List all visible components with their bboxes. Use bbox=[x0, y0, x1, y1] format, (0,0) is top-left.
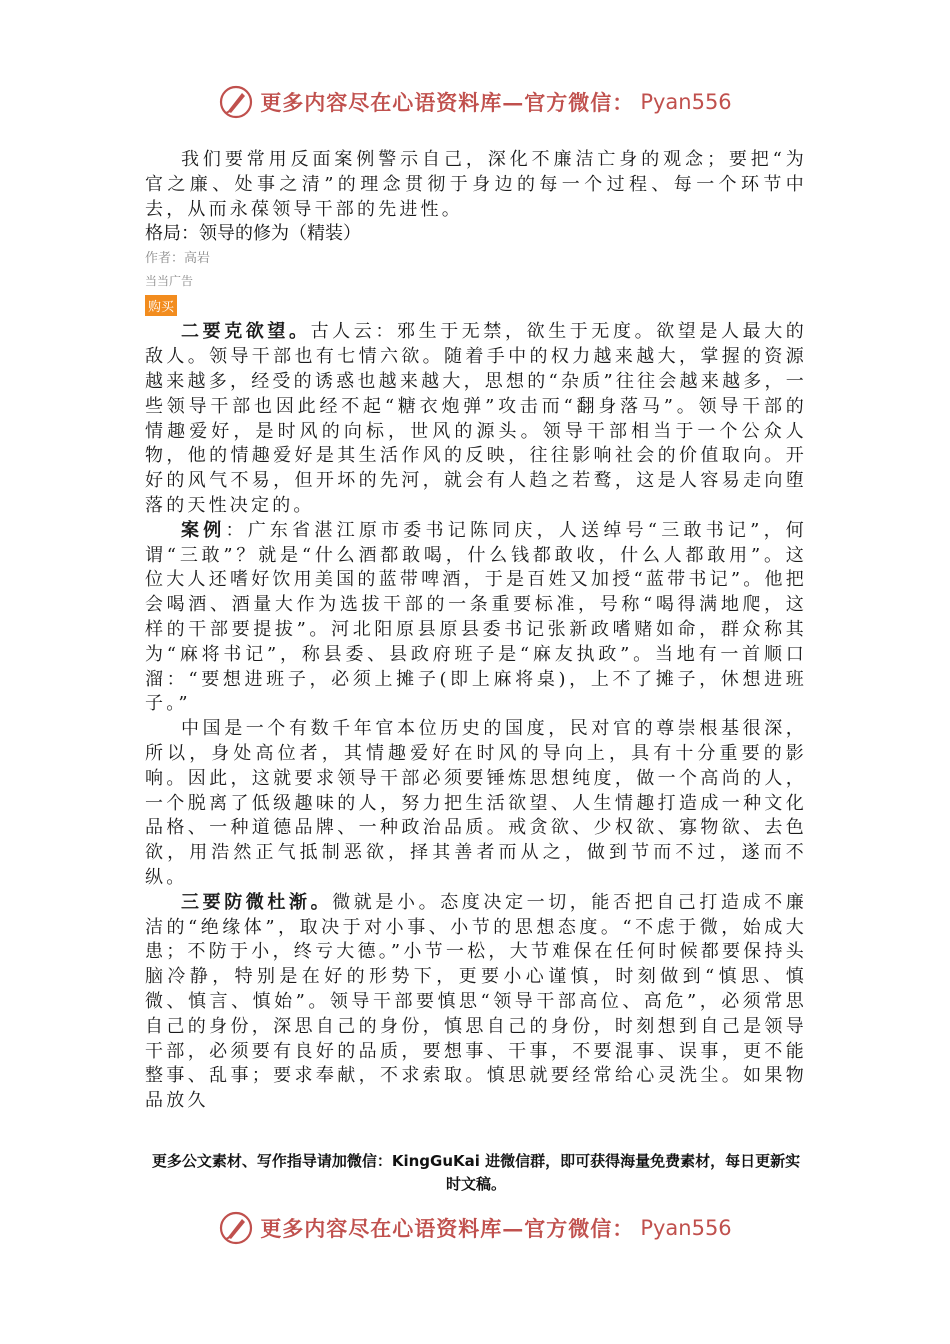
ad-label: 当当广告 bbox=[145, 274, 194, 289]
watermark-wechat-id: Pyan556 bbox=[640, 90, 732, 114]
footer-note: 更多公文素材、写作指导请加微信：KingGuKai 进微信群，即可获得海量免费素材，每日更新实时文稿。 bbox=[151, 1152, 801, 1193]
book-title[interactable]: 格局：领导的修为（精装） bbox=[145, 223, 361, 245]
section-three-heading: 三要防微杜渐。 bbox=[181, 891, 333, 913]
china-paragraph: 中国是一个有数千年官本位历史的国度，民对官的尊崇根基很深，所以，身处高位者，其情趣爱好在时风的导向上，具有十分重要的影响。因此，这就要求领导干部必须要锤炼思想纯度，做一个高尚的人，一个脱离了低级趣味的人，努力把生活欲望、人生情趣打造成一种文化品格、一种道德品牌、一种政治品质。戒贪欲、少权欲、寡物欲、去色欲，用浩然正气抵制恶欲，择其善者而从之，做到节而不过，遂而不纵。 bbox=[145, 718, 807, 888]
header-watermark bbox=[0, 84, 950, 120]
quill-logo-icon bbox=[218, 1210, 254, 1246]
watermark-text: 更多内容尽在心语资料库—官方微信： bbox=[260, 90, 635, 115]
case-body: ：广东省湛江原市委书记陈同庆，人送绰号“三敢书记”，何谓“三敢”？就是“什么酒都敢喝，什么钱都敢收，什么人都敢用”。这位大人还嗜好饮用美国的蓝带啤酒，于是百姓又加授“蓝带书记”。他把会喝酒、酒量大作为选拔干部的一条重要标准，号称“喝得满地爬，这样的干部要提拔”。河北阳原县原县委书记张新政嗜赌如命，群众称其为“麻将书记”，称县委、县政府班子是“麻友执政”。当地有一首顺口溜：“要想进班子，必须上摊子(即上麻将桌)，上不了摊子，休想进班子。” bbox=[145, 519, 807, 715]
case-label: 案例 bbox=[181, 519, 226, 541]
document-body bbox=[145, 148, 807, 1114]
intro-paragraph: 我们要常用反面案例警示自己，深化不廉洁亡身的观念；要把“为官之廉、处事之清”的理念贯彻于身边的每一个过程、每一个环节中去，从而永葆领导干部的先进性。 bbox=[145, 149, 807, 220]
book-author: 作者：高岩 bbox=[145, 251, 211, 267]
section-two-paragraph bbox=[145, 320, 807, 518]
watermark-wechat-id: Pyan556 bbox=[640, 1216, 732, 1240]
watermark-text: 更多内容尽在心语资料库—官方微信： bbox=[260, 1216, 635, 1241]
case-paragraph bbox=[145, 519, 807, 717]
footer-watermark bbox=[0, 1210, 950, 1246]
quill-logo-icon bbox=[218, 84, 254, 120]
section-three-paragraph bbox=[145, 891, 807, 1114]
section-two-heading: 二要克欲望。 bbox=[181, 321, 311, 343]
section-two-body: 古人云：邪生于无禁，欲生于无度。欲望是人最大的敌人。领导干部也有七情六欲。随着手中的权力越来越大，掌握的资源越来越多，经受的诱惑也越来越大，思想的“杂质”往往会越来越多，一些领导干部也因此经不起“糖衣炮弹”攻击而“翻身落马”。领导干部的情趣爱好，是时风的向标，世风的源头。领导干部相当于一个公众人物，他的情趣爱好是其生活作风的反映，往往影响社会的价值取向。开好的风气不易，但开坏的先河，就会有人趋之若鹜，这是人容易走向堕落的天性决定的。 bbox=[145, 321, 807, 516]
section-three-body: 微就是小。态度决定一切，能否把自己打造成不廉洁的“绝缘体”，取决于对小事、小节的思想态度。“不虑于微，始成大患；不防于小，终亏大德。”小节一松，大节难保在任何时候都要保持头脑冷静，特别是在好的形势下，更要小心谨慎，时刻做到“慎思、慎微、慎言、慎始”。领导干部要慎思“领导干部高位、高危”，必须常思自己的身份，深思自己的身份，慎思自己的身份，时刻想到自己是领导干部，必须要有良好的品质，要想事、干事，不要混事、误事，更不能整事、乱事；要求奉献，不求索取。慎思就要经常给心灵洗尘。如果物品放久 bbox=[145, 891, 807, 1112]
buy-button[interactable]: 购买 bbox=[145, 295, 177, 316]
